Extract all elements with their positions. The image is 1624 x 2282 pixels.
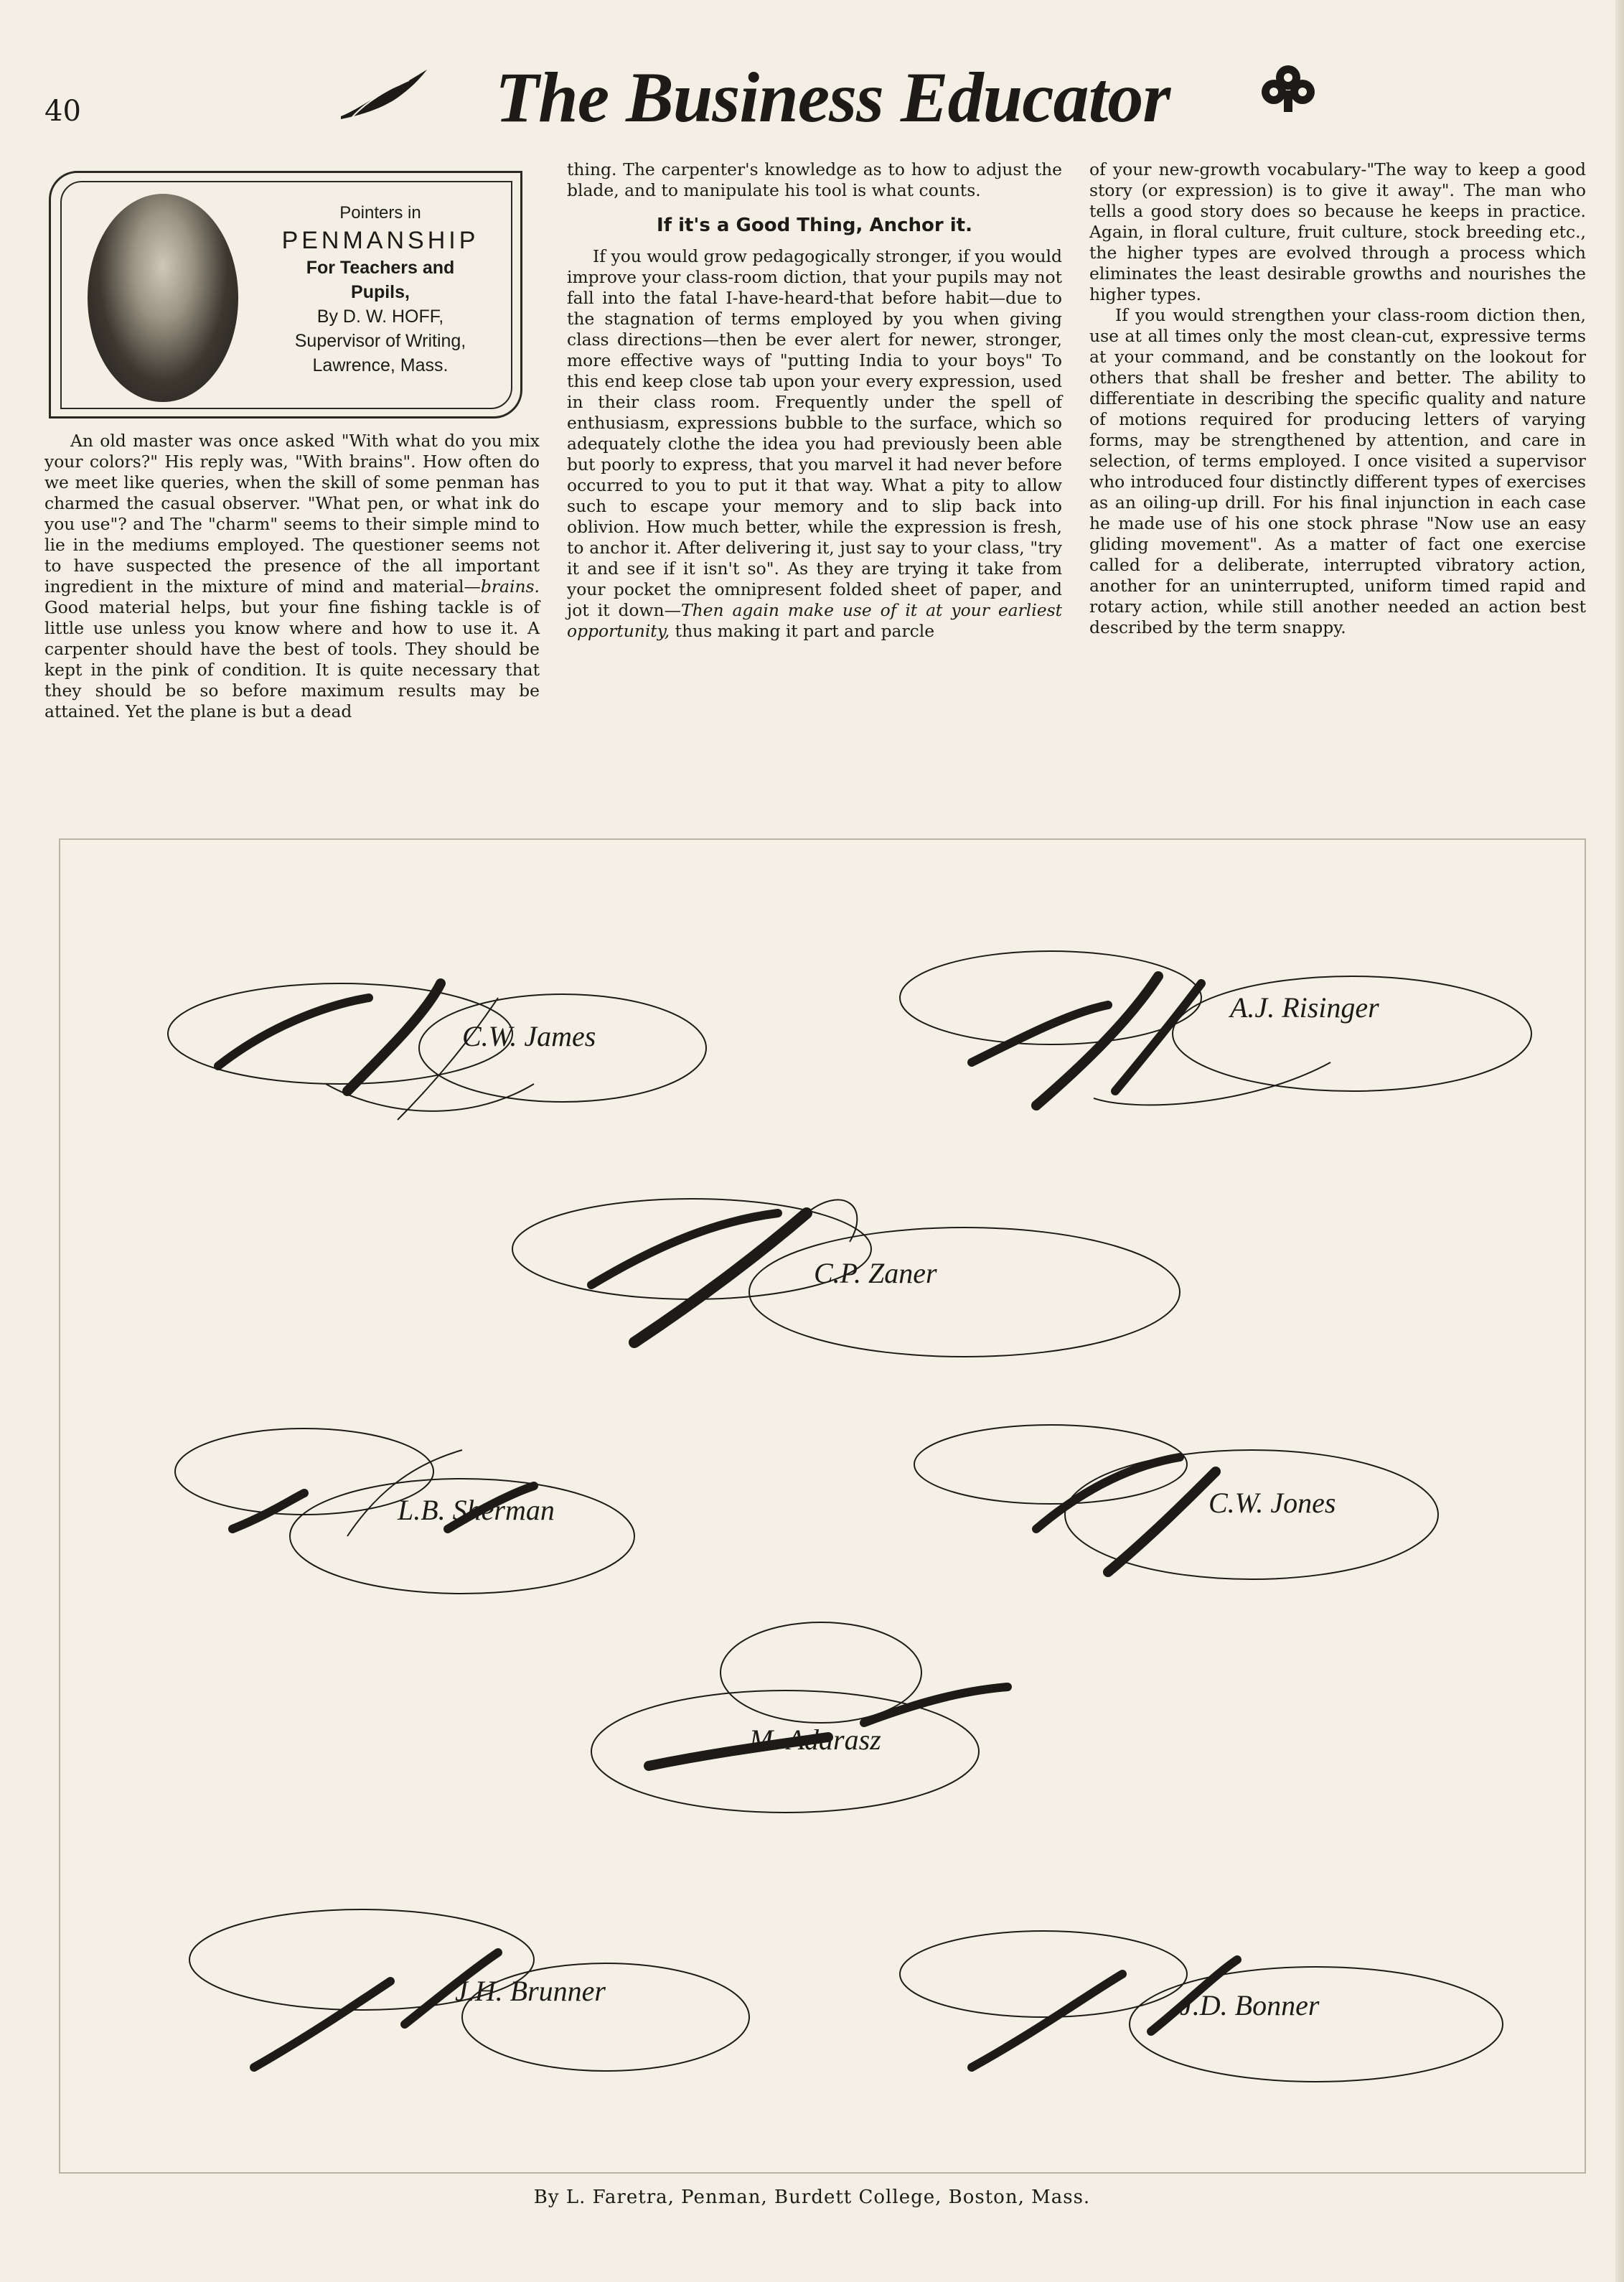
signature-text: A.J. Risinger xyxy=(1230,991,1379,1024)
author-location: Lawrence, Mass. xyxy=(312,355,449,375)
specimen-credit: By L. Faretra, Penman, Burdett College, Boston, Mass. xyxy=(533,2187,1091,2208)
signature-specimen xyxy=(893,926,1539,1141)
signature-drawing xyxy=(907,1414,1553,1629)
signature-specimen xyxy=(505,1163,1223,1378)
audience-line-2: Pupils, xyxy=(351,282,410,302)
article-column-3 xyxy=(1089,159,1586,638)
section-heading: If it's a Good Thing, Anchor it. xyxy=(657,215,972,236)
signature-text: C.W. Jones xyxy=(1208,1487,1336,1519)
emphasis-text: Then again make use of it at your earliest opportunity, xyxy=(567,600,1062,641)
signature-text: L.B. Sherman xyxy=(398,1494,555,1526)
article-paragraph: thing. The carpenter's knowledge as to how to adjust the blade, and to manipulate his tool is what counts. xyxy=(567,159,1062,200)
signature-drawing xyxy=(893,926,1539,1141)
author-byline: By D. W. HOFF, xyxy=(316,307,444,327)
series-label: Pointers in xyxy=(339,203,421,223)
masthead-title: The Business Educator xyxy=(495,57,1170,137)
author-portrait xyxy=(88,194,238,402)
signature-text: J.H. Brunner xyxy=(455,1975,606,2007)
signature-specimen xyxy=(907,1414,1553,1629)
text-run: Good material helps, but your fine fishing tackle is of little use unless you know where and how to use it. A carpenter should have the best of tools. They should be kept in the pink of condition. It is quite necessary that they should be so before maximum results may be attained. Yet the plane is but a dead xyxy=(44,597,540,721)
signature-text: M. Adarasz xyxy=(749,1724,881,1756)
signature-drawing xyxy=(161,940,735,1156)
signature-drawing xyxy=(563,1615,1208,1845)
subject-label: PENMANSHIP xyxy=(281,227,479,254)
club-emblem-icon xyxy=(1259,63,1317,115)
author-info xyxy=(244,201,517,378)
text-run: An old master was once asked "With what do you mix your colors?" His reply was, "With brains". How often do we meet like queries, when the skill of some penman has charmed the casual observer. "What pen, or what ink do you use"? and The "charm" seems to their simple mind to lie in the mediums employed. The questioner seems not to have suspected the presence of the all important ingredient in the mixture of mind and material— xyxy=(44,431,540,597)
quill-pen-icon xyxy=(337,66,431,123)
text-run: thus making it part and parcle xyxy=(670,621,935,641)
signature-specimen xyxy=(563,1615,1208,1845)
signature-text: C.P. Zaner xyxy=(814,1257,937,1289)
article-column-1 xyxy=(44,431,540,722)
signature-text: J.D. Bonner xyxy=(1180,1989,1320,2021)
article-paragraph xyxy=(567,246,1062,642)
signature-specimen xyxy=(175,1895,821,2110)
author-role: Supervisor of Writing, xyxy=(294,331,466,351)
signature-specimen xyxy=(878,1895,1524,2110)
page-number: 40 xyxy=(44,95,81,128)
article-paragraph xyxy=(44,431,540,722)
article-column-2 xyxy=(567,159,1062,642)
page-edge-shadow xyxy=(1615,0,1624,2282)
signature-specimen xyxy=(161,1414,807,1629)
text-run: If you would grow pedagogically stronger, if you would improve your class-room diction, that your pupils may not fall into the fatal I-have-heard-that before habit—due to the stagnation of terms employed by you when giving class directions—then be ever alert for newer, stronger, more effective ways of "putting India to your boys" To this end keep close tab upon your every expression, used in their class room. Frequently under the spell of enthusiasm, expressions bubble to the surface, which so adequately clothe the idea you had previously been able but poorly to express, that you marvel it had never before occurred to you to put it that way. What a pity to allow such to escape your memory and to slip back into oblivion. How much better, while the expression is fresh, to anchor it. After delivering it, just say to your class, "try it and see if it isn't so". As they are trying it take from your pocket the omnipresent folded sheet of paper, and jot it down— xyxy=(567,246,1062,620)
article-paragraph: of your new-growth vocabulary-"The way to keep a good story (or expression) is to give it away". The man who tells a good story does so because he keeps in practice. Again, in floral culture, fruit culture, stock breeding etc., the higher types are evolved through a process which eliminates the least desirable growths and nourishes the higher types. xyxy=(1089,159,1586,304)
signature-specimen-panel xyxy=(59,838,1586,2174)
signature-specimen xyxy=(161,940,735,1156)
audience-line-1: For Teachers and xyxy=(306,258,455,278)
signature-text: C.W. James xyxy=(462,1020,596,1052)
emphasis-text: brains. xyxy=(480,576,540,597)
article-paragraph: If you would strengthen your class-room diction then, use at all times only the most clean-cut, expressive terms at your command, and be constantly on the lookout for others that shall be fresher and better. The ability to differentiate in describing the specific quality and nature of motions required for producing letters of varying forms, may be strengthened by attention, and care in selection, of terms employed. I once visited a supervisor who introduced four distinctly different types of exercises as an oiling-up drill. For his final injunction in each case he made use of his one stock phrase "Now use an easy gliding movement". As a matter of fact one exercise called for a deliberate, interrupted vibratory action, another for an uninterrupted, uniform timed rapid and rotary action, while still another needed an action best described by the term snappy. xyxy=(1089,305,1586,637)
